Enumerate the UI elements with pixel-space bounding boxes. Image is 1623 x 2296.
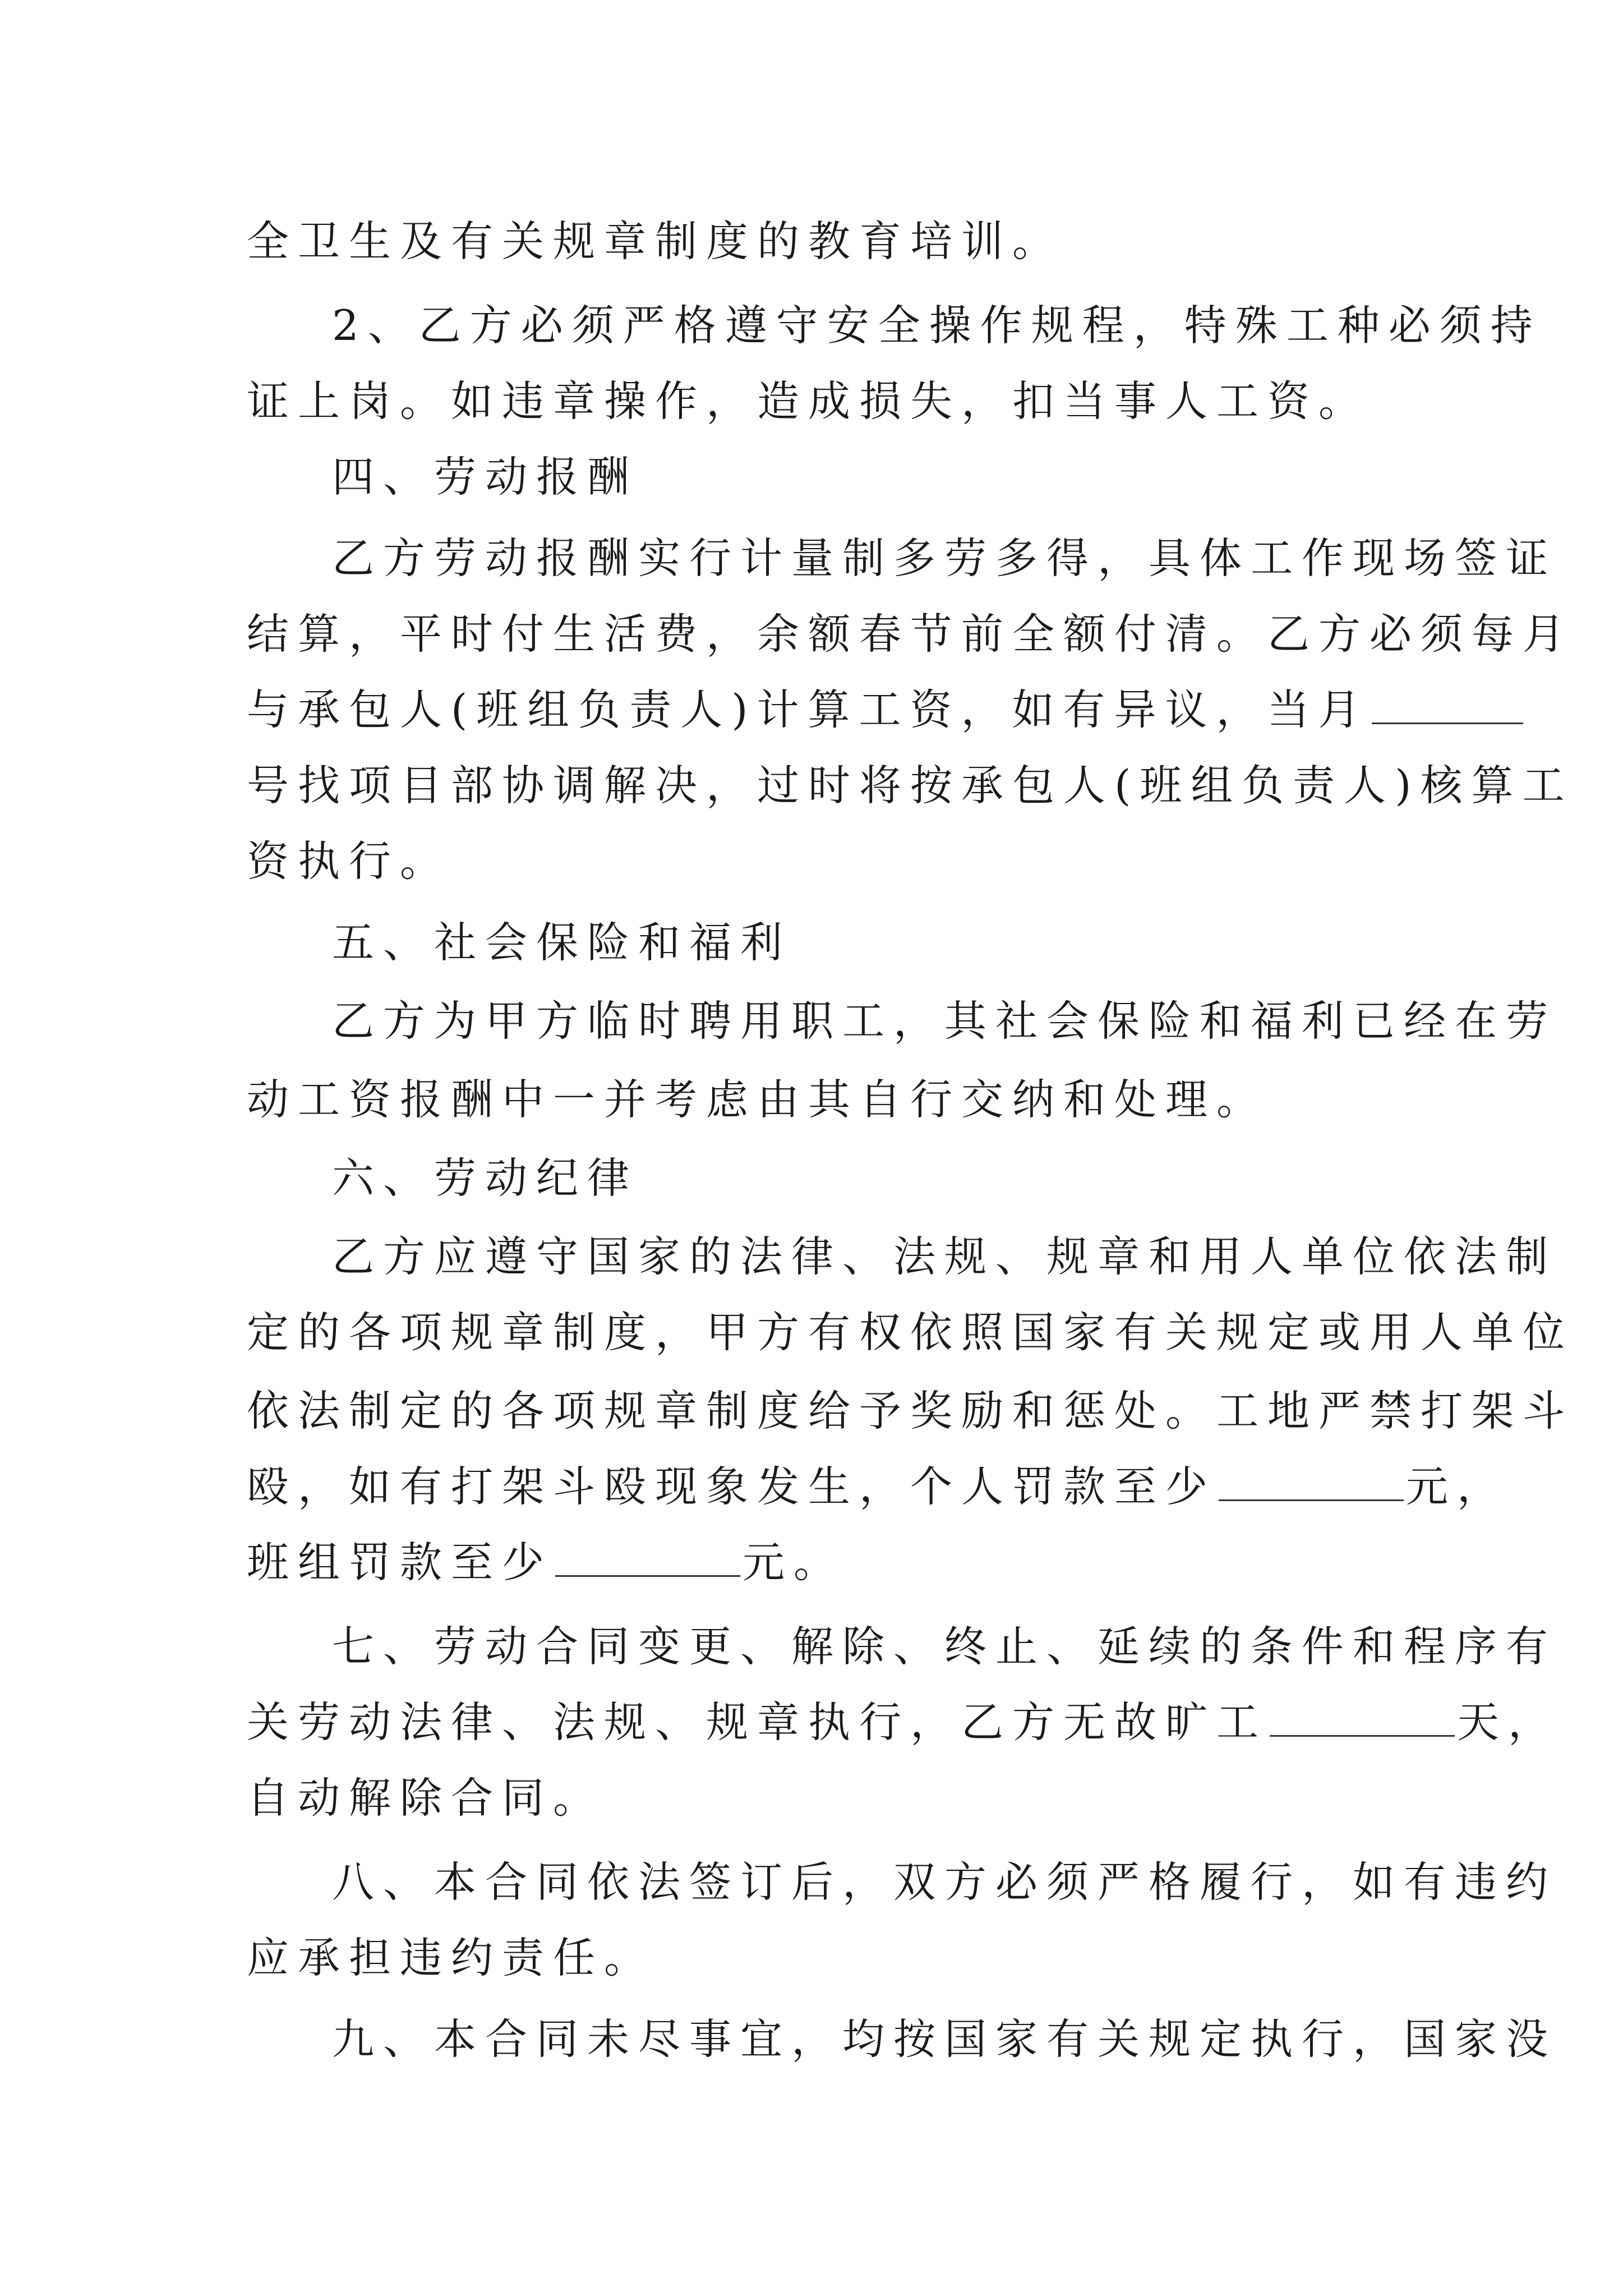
text-segment: 班组罚款至少 <box>247 1538 554 1587</box>
text-line <box>247 1520 1391 1604</box>
text-segment: 关劳动法律、法规、规章执行，乙方无故旷工 <box>247 1697 1268 1747</box>
text-line: 乙方为甲方临时聘用职工，其社会保险和福利已经在劳 <box>332 996 1557 1046</box>
text-line: 自动解除合同。 <box>247 1773 605 1823</box>
text-line: 应承担违约责任。 <box>247 1933 656 1982</box>
text-line: 依法制定的各项规章制度给予奖励和惩处。工地严禁打架斗 <box>247 1386 1574 1435</box>
blank-field <box>1219 1459 1404 1501</box>
section-heading: 四、劳动报酬 <box>332 452 639 501</box>
text-line: 全卫生及有关规章制度的教育培训。 <box>247 217 1064 266</box>
text-segment: 元。 <box>743 1538 845 1587</box>
text-line: 八、本合同依法签订后，双方必须严格履行，如有违约 <box>332 1857 1557 1907</box>
text-line: 七、劳动合同变更、解除、终止、延续的条件和程序有 <box>332 1622 1557 1671</box>
blank-field <box>1372 682 1523 724</box>
text-line: 乙方应遵守国家的法律、法规、规章和用人单位依法制 <box>332 1232 1557 1281</box>
text-line <box>247 668 1391 752</box>
text-line: 九、本合同未尽事宜，均按国家有关规定执行，国家没 <box>332 2014 1557 2064</box>
text-line: 结算，平时付生活费，余额春节前全额付清。乙方必须每月 <box>247 609 1574 659</box>
text-segment: 与承包人(班组负责人)计算工资，如有异议，当月 <box>247 685 1370 734</box>
text-line <box>247 1680 1560 1764</box>
text-line <box>247 1444 1509 1529</box>
blank-field <box>555 1535 740 1577</box>
text-segment: 天， <box>1457 1697 1560 1747</box>
text-line: 动工资报酬中一并考虑由其自行交纳和处理。 <box>247 1075 1268 1124</box>
text-line: 2、乙方必须严格遵守安全操作规程，特殊工种必须持 <box>332 301 1542 350</box>
section-heading: 六、劳动纪律 <box>332 1153 639 1203</box>
text-line: 乙方劳动报酬实行计量制多劳多得，具体工作现场签证 <box>332 533 1557 583</box>
text-line: 定的各项规章制度，甲方有权依照国家有关规定或用人单位 <box>247 1308 1574 1357</box>
section-heading: 五、社会保险和福利 <box>332 918 792 967</box>
text-line: 证上岗。如违章操作，造成损失，扣当事人工资。 <box>247 376 1370 426</box>
text-line: 号找项目部协调解决，过时将按承包人(班组负责人)核算工 <box>247 761 1574 810</box>
text-segment: 殴，如有打架斗殴现象发生，个人罚款至少 <box>247 1462 1217 1511</box>
blank-field <box>1270 1695 1455 1737</box>
text-line: 资执行。 <box>247 836 451 886</box>
text-segment: 元， <box>1406 1462 1509 1511</box>
